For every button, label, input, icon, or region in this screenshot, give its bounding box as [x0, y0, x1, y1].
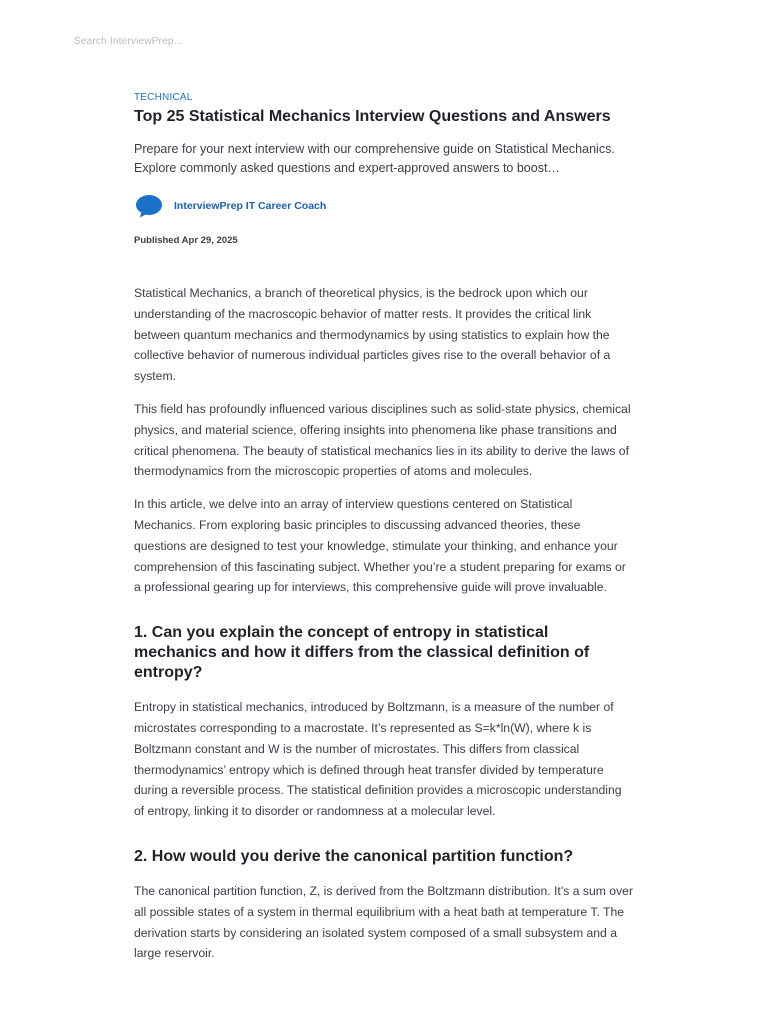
- intro-paragraph: This field has profoundly influenced various disciplines such as solid-state physics, chemical physics, and material science, offering insights into phenomena like phase transitions and critical phenomena. The beauty of statistical mechanics lies in its ability to derive the laws of thermodynamics from the microscopic properties of atoms and molecules.: [134, 401, 631, 479]
- speech-bubble-icon: [135, 193, 163, 219]
- intro-paragraph: In this article, we delve into an array of interview questions centered on Statistical Mechanics. From exploring basic principles to discussing advanced theories, these questions are designed to test your knowledge, stimulate your thinking, and enhance your comprehension of this fascinating subject. Whether you’re a student preparing for exams or a professional gearing up for interviews, this comprehensive guide will prove invaluable.: [134, 497, 626, 595]
- author-row: [134, 193, 634, 219]
- article-summary: Prepare for your next interview with our comprehensive guide on Statistical Mechanics. Explore commonly asked questions and expert-approved answers to boost…: [134, 142, 615, 175]
- intro-paragraph: Statistical Mechanics, a branch of theoretical physics, is the bedrock upon which our understanding of the macroscopic behavior of matter rests. It provides the critical link between quantum mechanics and thermodynamics by using statistics to explain how the collective behavior of numerous individual particles gives rise to the overall behavior of a system.: [134, 286, 611, 384]
- question-answer: Entropy in statistical mechanics, introduced by Boltzmann, is a measure of the number of microstates corresponding to a macrostate. It’s represented as S=k*ln(W), where k is Boltzmann constant and W is the number of microstates. This differs from classical thermodynamics’ entropy which is defined through heat transfer divided by temperature during a reversible process. The statistical definition provides a microscopic understanding of entropy, linking it to disorder or randomness at a molecular level.: [134, 700, 622, 819]
- question-answer: The canonical partition function, Z, is derived from the Boltzmann distribution. It’s a sum over all possible states of a system in thermal equilibrium with a heat bath at temperature T. The derivation starts by considering an isolated system composed of a small subsystem and a large reservoir.: [134, 883, 634, 961]
- article: [134, 92, 634, 964]
- author-name-link[interactable]: InterviewPrep IT Career Coach: [174, 200, 327, 212]
- question-heading: 1. Can you explain the concept of entropy in statistical mechanics and how it differs from the classical definition of entropy?: [134, 624, 590, 682]
- question-heading: 2. How would you derive the canonical partition function?: [134, 847, 574, 865]
- search-input[interactable]: Search InterviewPrep...: [74, 36, 183, 47]
- article-title: Top 25 Statistical Mechanics Interview Questions and Answers: [134, 108, 611, 125]
- published-date: Published Apr 29, 2025: [134, 235, 238, 246]
- category-label[interactable]: TECHNICAL: [134, 92, 193, 103]
